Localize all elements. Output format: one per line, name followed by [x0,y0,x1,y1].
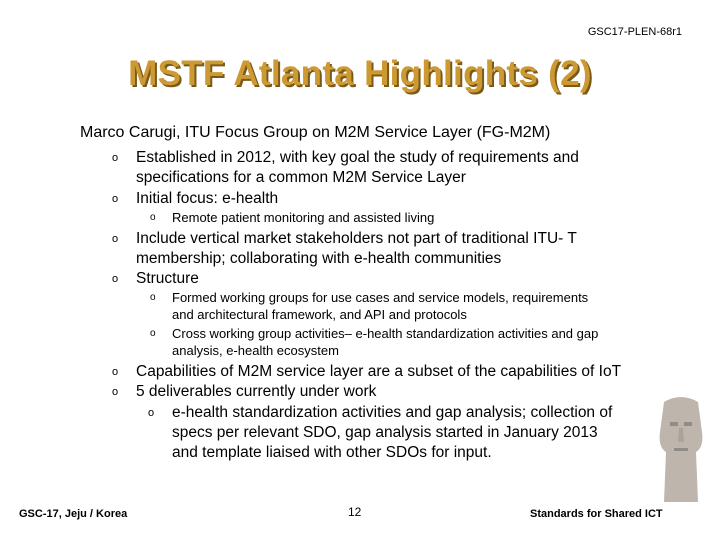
sub-bullet-marker: o [150,328,156,339]
sub-bullet-line: Formed working groups for use cases and service models, requirements [172,290,589,305]
bullet-vertical-market [112,229,577,269]
bullet-line: 5 deliverables currently under work [136,383,377,400]
bullet-marker: o [112,193,119,205]
bullet-capabilities [112,362,622,382]
footer-tagline: Standards for Shared ICT [530,508,663,520]
bullet-deliverables [112,382,377,402]
sub-bullet-line: specs per relevant SDO, gap analysis started in January 2013 [172,424,598,441]
sub-bullet-marker: o [150,292,156,303]
bullet-marker: o [112,233,119,245]
sub-bullet-line: analysis, e-health ecosystem [172,343,339,358]
bullet-line: Include vertical market stakeholders not part of traditional ITU- T [136,230,577,247]
sub-bullet-working-groups [150,289,589,323]
sub-bullet-line: Cross working group activities– e-health standardization activities and gap [172,326,599,341]
presenter-line: Marco Carugi, ITU Focus Group on M2M Service Layer (FG-M2M) [80,124,551,141]
bullet-established [112,148,579,188]
bullet-marker: o [112,152,119,164]
sub-bullet-line: e-health standardization activities and gap analysis; collection of [172,404,613,421]
bullet-marker: o [112,386,119,398]
bullet-line: specifications for a common M2M Service Layer [136,169,466,186]
sub-bullet-ehealth-gap-analysis [148,403,613,463]
sub-bullet-marker: o [150,212,156,223]
slide-title: MSTF Atlanta Highlights (2) [128,54,592,93]
bullet-line: Established in 2012, with key goal the study of requirements and [136,149,579,166]
page-number: 12 [348,505,362,519]
sub-bullet-line: and architectural framework, and API and protocols [172,307,467,322]
footer-event: GSC-17, Jeju / Korea [19,508,128,520]
bullet-initial-focus [112,189,279,209]
sub-bullet-marker: o [148,407,155,419]
bullet-structure [112,269,199,289]
bullet-marker: o [112,366,119,378]
bullet-marker: o [112,273,119,285]
sub-bullet-line: Remote patient monitoring and assisted living [172,210,435,225]
sub-bullet-cross-working-group [150,325,599,359]
bullet-line: membership; collaborating with e-health communities [136,250,502,267]
sub-bullet-remote-monitoring [150,209,435,226]
moai-statue-image [646,392,716,512]
bullet-line: Structure [136,270,199,287]
document-id: GSC17-PLEN-68r1 [587,26,682,38]
sub-bullet-line: and template liaised with other SDOs for input. [172,444,492,461]
bullet-line: Initial focus: e-health [136,190,279,207]
bullet-line: Capabilities of M2M service layer are a subset of the capabilities of IoT [136,363,622,380]
